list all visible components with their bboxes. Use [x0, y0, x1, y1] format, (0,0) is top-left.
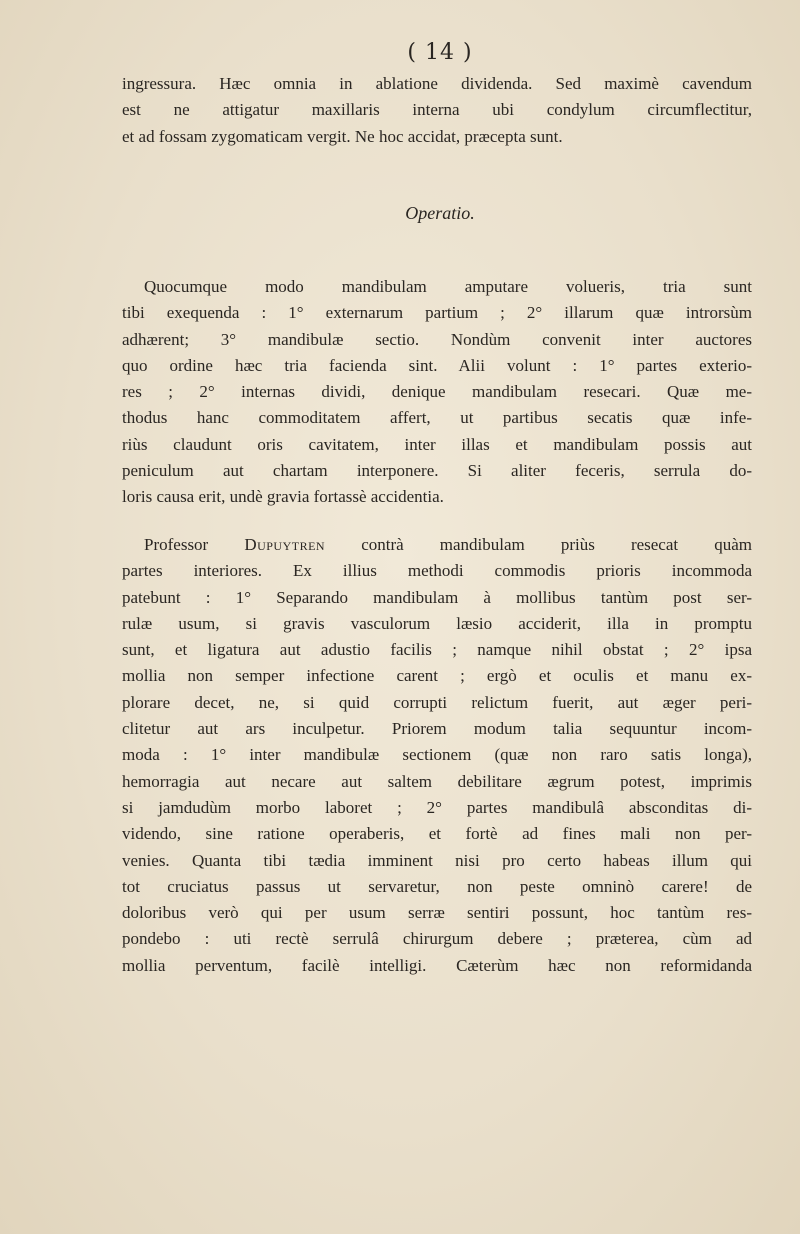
- text-line: riùs claudunt oris cavitatem, inter illas et mandibulam possis aut: [122, 434, 752, 454]
- text-line: est ne attigatur maxillaris interna ubi condylum circumflectitur,: [122, 100, 752, 120]
- text-line: mollia non semper infectione carent ; ergò et oculis et manu ex-: [122, 666, 752, 686]
- text-line: sunt, et ligatura aut adustio facilis ; namque nihil obstat ; 2° ipsa: [122, 640, 752, 660]
- text-line: loris causa erit, undè gravia fortassè accidentia.: [122, 487, 444, 507]
- text-line: patebunt : 1° Separando mandibulam à mollibus tantùm post ser-: [122, 587, 752, 607]
- text-line: pondebo : uti rectè serrulâ chirurgum debere ; præterea, cùm ad: [122, 929, 752, 949]
- text-line: thodus hanc commoditatem affert, ut partibus secatis quæ infe-: [122, 408, 752, 428]
- paragraph-dupuytren: [122, 532, 752, 979]
- text-line: mollia perventum, facilè intelligi. Cæterùm hæc non reformidanda: [122, 955, 752, 975]
- text-line: moda : 1° inter mandibulæ sectionem (quæ non raro satis longa),: [122, 745, 752, 765]
- text-fragment: contrà mandibulam priùs resecat quàm: [325, 535, 752, 554]
- text-line: videndo, sine ratione operaberis, et fortè ad fines mali non per-: [122, 824, 752, 844]
- paragraph-operatio: [122, 274, 752, 511]
- text-line: venies. Quanta tibi tædia imminent nisi pro certo habeas illum qui: [122, 850, 752, 870]
- text-line: res ; 2° internas dividi, denique mandibulam resecari. Quæ me-: [122, 382, 752, 402]
- text-line: ingressura. Hæc omnia in ablatione dividenda. Sed maximè cavendum: [122, 74, 752, 93]
- paragraph-intro: [122, 71, 752, 150]
- text-line: tot cruciatus passus ut servaretur, non peste omninò carere! de: [122, 876, 752, 896]
- text-line: peniculum aut chartam interponere. Si aliter feceris, serrula do-: [122, 461, 752, 481]
- text-line: adhærent; 3° mandibulæ sectio. Nondùm convenit inter auctores: [122, 329, 752, 349]
- text-line: tibi exequenda : 1° externarum partium ; 2° illarum quæ introrsùm: [122, 303, 752, 323]
- text-line: clitetur aut ars inculpetur. Priorem modum talia sequuntur incom-: [122, 719, 752, 739]
- text-line: [122, 532, 752, 558]
- page-number: ( 14 ): [407, 40, 473, 65]
- text-line: Quocumque modo mandibulam amputare volueris, tria sunt: [144, 277, 752, 296]
- text-fragment: Professor: [144, 535, 245, 554]
- text-line: si jamdudùm morbo laboret ; 2° partes mandibulâ absconditas di-: [122, 797, 752, 817]
- author-name: Dupuytren: [244, 535, 326, 554]
- text-line: et ad fossam zygomaticam vergit. Ne hoc accidat, præcepta sunt.: [122, 126, 563, 146]
- text-line: rulæ usum, si gravis vasculorum læsio acciderit, illa in promptu: [122, 613, 752, 633]
- section-heading: Operatio.: [405, 203, 475, 223]
- text-line: hemorragia aut necare aut saltem debilitare ægrum potest, imprimis: [122, 771, 752, 791]
- text-line: partes interiores. Ex illius methodi commodis prioris incommoda: [122, 561, 752, 581]
- text-line: doloribus verò qui per usum serræ sentiri possunt, hoc tantùm res-: [122, 903, 752, 923]
- text-line: quo ordine hæc tria facienda sint. Alii volunt : 1° partes exterio-: [122, 355, 752, 375]
- text-line: plorare decet, ne, si quid corrupti relictum fuerit, aut æger peri-: [122, 692, 752, 712]
